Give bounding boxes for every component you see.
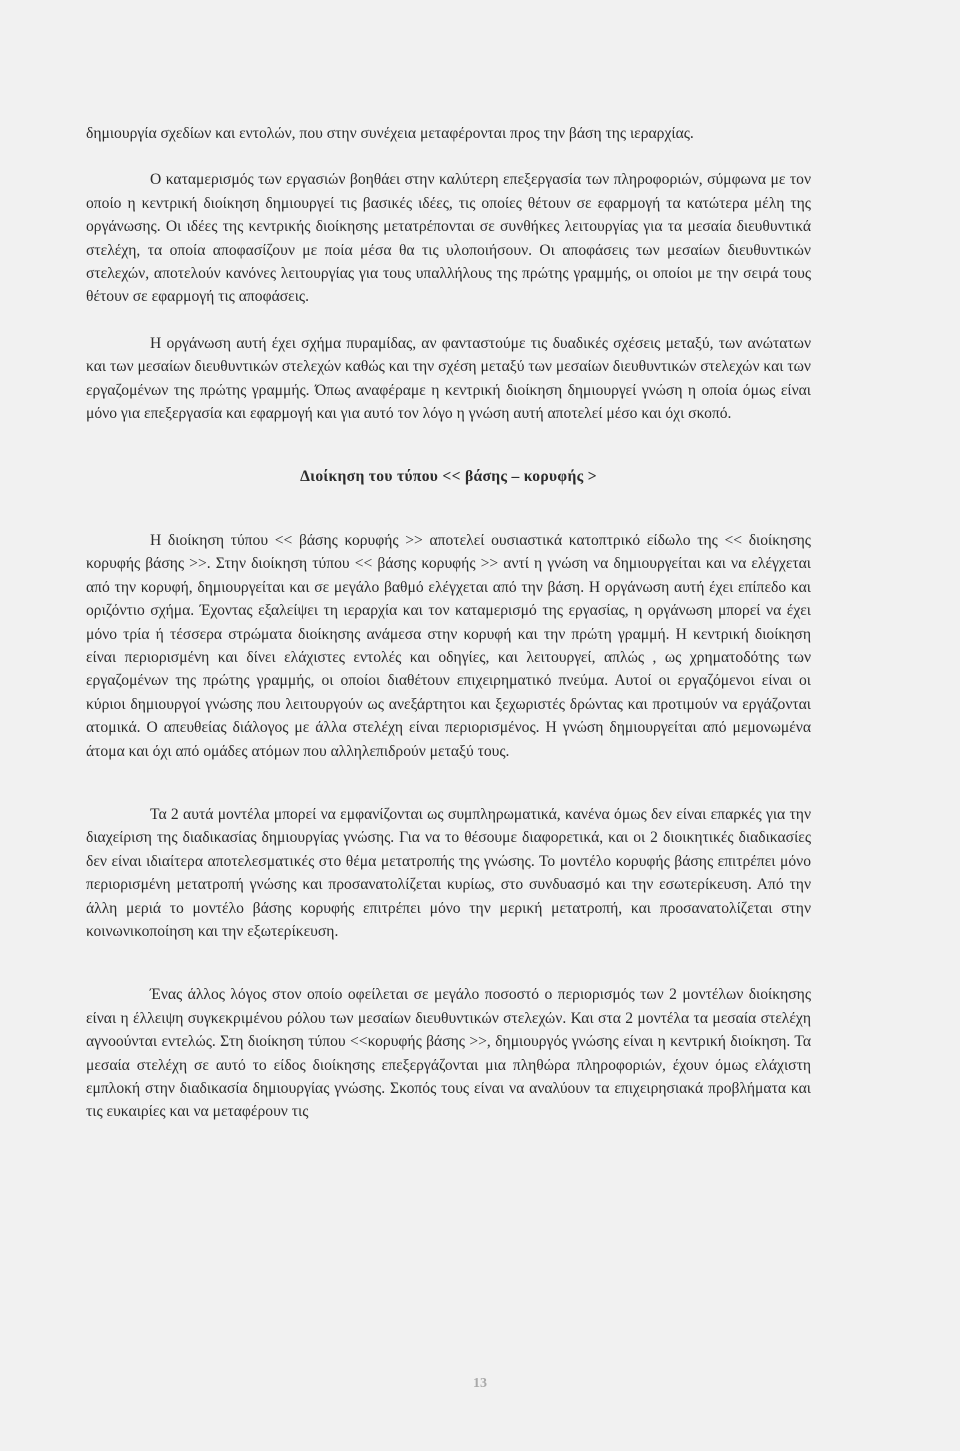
paragraph-gap xyxy=(86,145,811,168)
paragraph-gap xyxy=(86,763,811,803)
paragraph-gap xyxy=(86,943,811,983)
page-number: 13 xyxy=(473,1376,487,1391)
paragraph-two-models: Τα 2 αυτά μοντέλα μπορεί να εμφανίζονται ως συμπληρωματικά, κανένα όμως δεν είναι επαρκές για την διαχείριση της διαδικασίας δημιουργίας γνώσης. Για να το θέσουμε διαφορετικά, και οι 2 διοικητικές διαδικασίες δεν είναι ιδιαίτερα αποτελεσματικές στο θέμα μετατροπής της γνώσης. Το μοντέλο κορυφής βάσης επιτρέπει μόνο περιορισμένη μετατροπή γνώσης και προσανατολίζεται κυρίως, στο συνδυασμό και την εσωτερίκευση. Από την άλλη μεριά το μοντέλο βάσης κορυφής επιτρέπει μόνο την μερική μετατροπή, και προσανατολίζεται στην κοινωνικοποίηση και την εξωτερίκευση. xyxy=(86,805,811,940)
paragraph-pyramid-organisation: Η οργάνωση αυτή έχει σχήμα πυραμίδας, αν φανταστούμε τις δυαδικές σχέσεις μεταξύ, των ανώτατων και των μεσαίων διευθυντικών στελεχών καθώς και την σχέση μεταξύ των μεσαίων διευθυντικών στελεχών και των εργαζομένων της πρώτης γραμμής. Όπως αναφέραμε η κεντρική διοίκηση δημιουργεί γνώση η οποία όμως είναι μόνο για επεξεργασία και εφαρμογή και για αυτό τον λόγο η γνώση αυτή αποτελεί μέσο και όχι σκοπό. xyxy=(86,334,811,423)
paragraph-continuation: δημιουργία σχεδίων και εντολών, που στην συνέχεια μεταφέρονται προς την βάση της ιεραρχίας. xyxy=(86,125,694,142)
paragraph-division-of-labour: Ο καταμερισμός των εργασιών βοηθάει στην καλύτερη επεξεργασία των πληροφοριών, σύμφωνα με τον οποίο η κεντρική διοίκηση δημιουργεί τις βασικές ιδέες, τις οποίες θέτουν σε εφαρμογή τα κατώτερα μέλη της οργάνωσης. Οι ιδέες της κεντρικής διοίκησης μετατρέπονται σε συνθήκες λειτουργίας για τα μεσαία διευθυντικά στελέχη, τα οποία αποφασίζουν με ποία μέσα θα τις υλοποιήσουν. Οι αποφάσεις των μεσαίων διευθυντικών στελεχών, αποτελούν κανόνες λειτουργίας για τους υπαλλήλους της πρώτης γραμμής, οι οποίοι με την σειρά τους θέτουν σε εφαρμογή τις αποφάσεις. xyxy=(86,171,811,306)
section-heading: Διοίκηση του τύπου << βάσης – κορυφής > xyxy=(300,468,597,486)
paragraph-gap xyxy=(86,309,811,332)
paragraph-bottom-up-management: Η διοίκηση τύπου << βάσης κορυφής >> αποτελεί ουσιαστικά κατοπτρικό είδωλο της << διοίκησης κορυφής βάσης >>. Στην διοίκηση τύπου << βάσης κορυφής >> αντί η γνώση να δημιουργείται και να ελέγχεται από την κορυφή, δημιουργείται και σε μεγάλο βαθμό ελέγχεται από την βάση. Η οργάνωση αυτή έχει επίπεδο και οριζόντιο σχήμα. Έχοντας εξαλείψει τη ιεραρχία και τον καταμερισμό της εργασίας, η οργάνωση μπορεί να έχει μόνο τρία ή τέσσερα στρώματα διοίκησης ανάμεσα στην κορυφή και την πρώτη γραμμή. Η κεντρική διοίκηση είναι περιορισμένη και δίνει ελάχιστες εντολές και οδηγίες, και λειτουργεί, απλώς , ως χρηματοδότης των εργαζομένων της πρώτης γραμμής, οι οποίοι διαθέτουν επιχειρηματικό πνεύμα. Αυτοί οι εργαζόμενοι είναι οι κύριοι δημιουργοί γνώσης που λειτουργούν ως ανεξάρτητοι και ξεχωριστές δρώντας και προτιμούν να εργάζονται ατομικά. Ο απευθείας διάλογος με άλλα στελέχη είναι περιορισμένος. Η γνώση δημιουργείται από μεμονωμένα άτομα και όχι από ομάδες ατόμων που αλληλεπιδρούν μεταξύ τους. xyxy=(86,531,811,760)
paragraph-gap xyxy=(86,425,811,465)
paragraph-middle-managers: Ένας άλλος λόγος στον οποίο οφείλεται σε μεγάλο ποσοστό ο περιορισμός των 2 μοντέλων διοίκησης είναι η έλλειψη συγκεκριμένου ρόλου των μεσαίων διευθυντικών στελεχών. Και στα 2 μοντέλα τα μεσαία στελέχη αγνοούνται εντελώς. Στη διοίκηση τύπου <<κορυφής βάσης >>, δημιουργός γνώσης είναι η κεντρική διοίκηση. Τα μεσαία στελέχη σε αυτό το είδος διοίκησης επεξεργάζονται μια πληθώρα πληροφοριών, έχουν όμως ελάχιστη εμπλοκή στην διαδικασία δημιουργίας γνώσης. Σκοπός τους είναι να αναλύουν τα επιχειρησιακά προβλήματα και τις ευκαιρίες και να μεταφέρουν τις xyxy=(86,986,811,1121)
paragraph-gap xyxy=(86,489,811,529)
document-body xyxy=(86,122,811,1124)
